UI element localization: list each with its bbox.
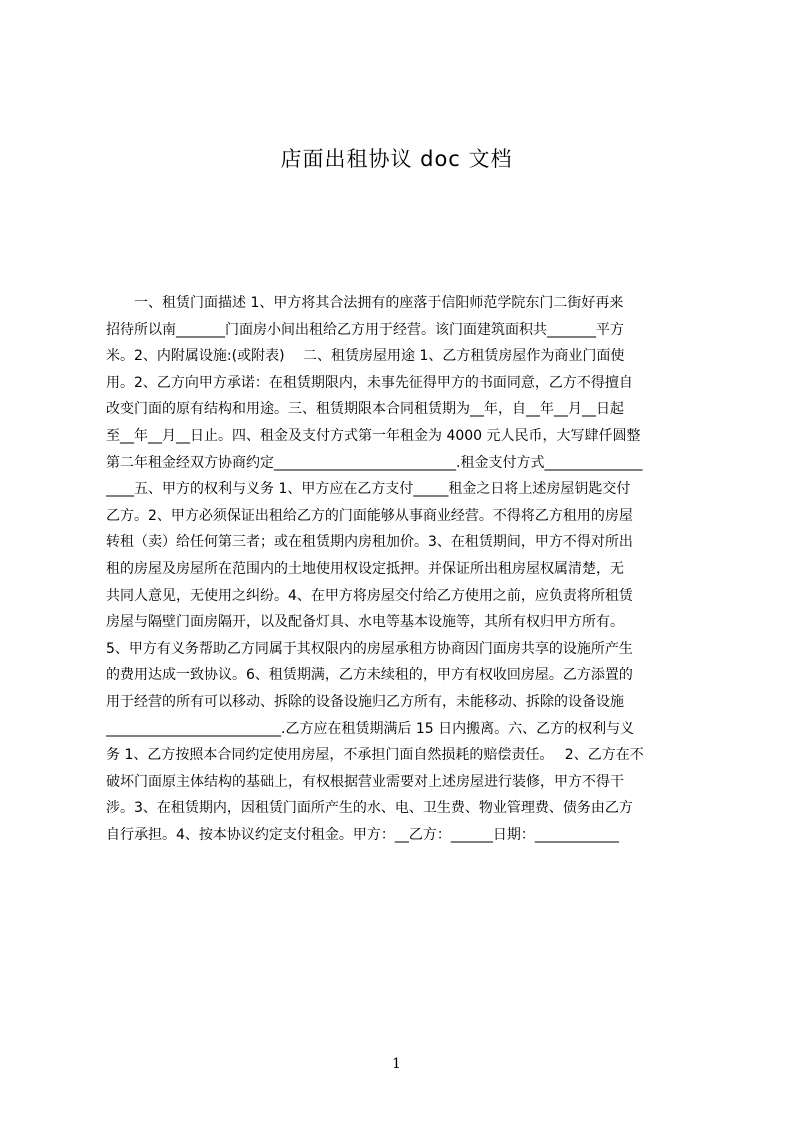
body-line: 破坏门面原主体结构的基础上，有权根据营业需要对上述房屋进行装修，甲方不得干 <box>106 773 624 790</box>
body-line: 乙方。2、甲方必须保证出租给乙方的门面能够从事商业经营。不得将乙方租用的房屋 <box>106 507 633 524</box>
body-line: 用。2、乙方向甲方承诺：在租赁期限内，未事先征得甲方的书面同意，乙方不得擅自 <box>106 374 633 391</box>
body-line: 用于经营的所有可以移动、拆除的设备设施归乙方所有，未能移动、拆除的设备设施 <box>106 693 624 710</box>
body-line: 第二年租金经双方协商约定__________________________.租金支付方式______________ <box>106 454 643 471</box>
body-line: 米。2、内附属设施:(或附表) 二、租赁房屋用途 1、乙方租赁房屋作为商业门面使 <box>106 348 625 365</box>
body-line: 涉。3、在租赁期内，因租赁门面所产生的水、电、卫生费、物业管理费、债务由乙方 <box>106 800 633 817</box>
body-line: 5、甲方有义务帮助乙方同属于其权限内的房屋承租方协商因门面房共享的设施所产生 <box>106 640 633 657</box>
body-line: 的费用达成一致协议。6、租赁期满，乙方未续租的，甲方有权收回房屋。乙方添置的 <box>106 667 633 684</box>
page-number: 1 <box>392 1056 401 1072</box>
body-line: 一、租赁门面描述 1、甲方将其合法拥有的座落于信阳师范学院东门二街好再来 <box>106 295 624 311</box>
body-line: 租的房屋及房屋所在范围内的土地使用权设定抵押。并保证所出租房屋权属清楚，无 <box>106 560 624 577</box>
body-line: 自行承担。4、按本协议约定支付租金。甲方：__乙方：______日期：____________ <box>106 826 619 843</box>
body-line: ____五、甲方的权利与义务 1、甲方应在乙方支付_____租金之日将上述房屋钥匙交付 <box>106 481 631 498</box>
body-line: 招待所以南_______门面房小间出租给乙方用于经营。该门面建筑面积共_______平方 <box>106 321 624 338</box>
body-line: 房屋与隔壁门面房隔开，以及配备灯具、水电等基本设施等，其所有权归甲方所有。 <box>106 614 624 631</box>
body-line: 至__年__月__日止。四、租金及支付方式第一年租金为 4000 元人民币，大写肆仟圆整 <box>106 427 641 444</box>
document-body <box>106 290 697 860</box>
body-line: 务 1、乙方按照本合同约定使用房屋，不承担门面自然损耗的赔偿责任。 2、乙方在不 <box>106 747 644 764</box>
body-line: _________________________.乙方应在租赁期满后 15 日内搬离。六、乙方的权利与义 <box>106 720 635 737</box>
body-line: 转租（卖）给任何第三者；或在租赁期内房租加价。3、在租赁期间，甲方不得对所出 <box>106 534 633 551</box>
body-line: 共同人意见，无使用之纠纷。4、在甲方将房屋交付给乙方使用之前，应负责将所租赁 <box>106 587 633 604</box>
document-title: 店面出租协议 doc 文档 <box>280 147 513 171</box>
body-line: 改变门面的原有结构和用途。三、租赁期限本合同租赁期为__年，自__年__月__日起 <box>106 401 624 418</box>
